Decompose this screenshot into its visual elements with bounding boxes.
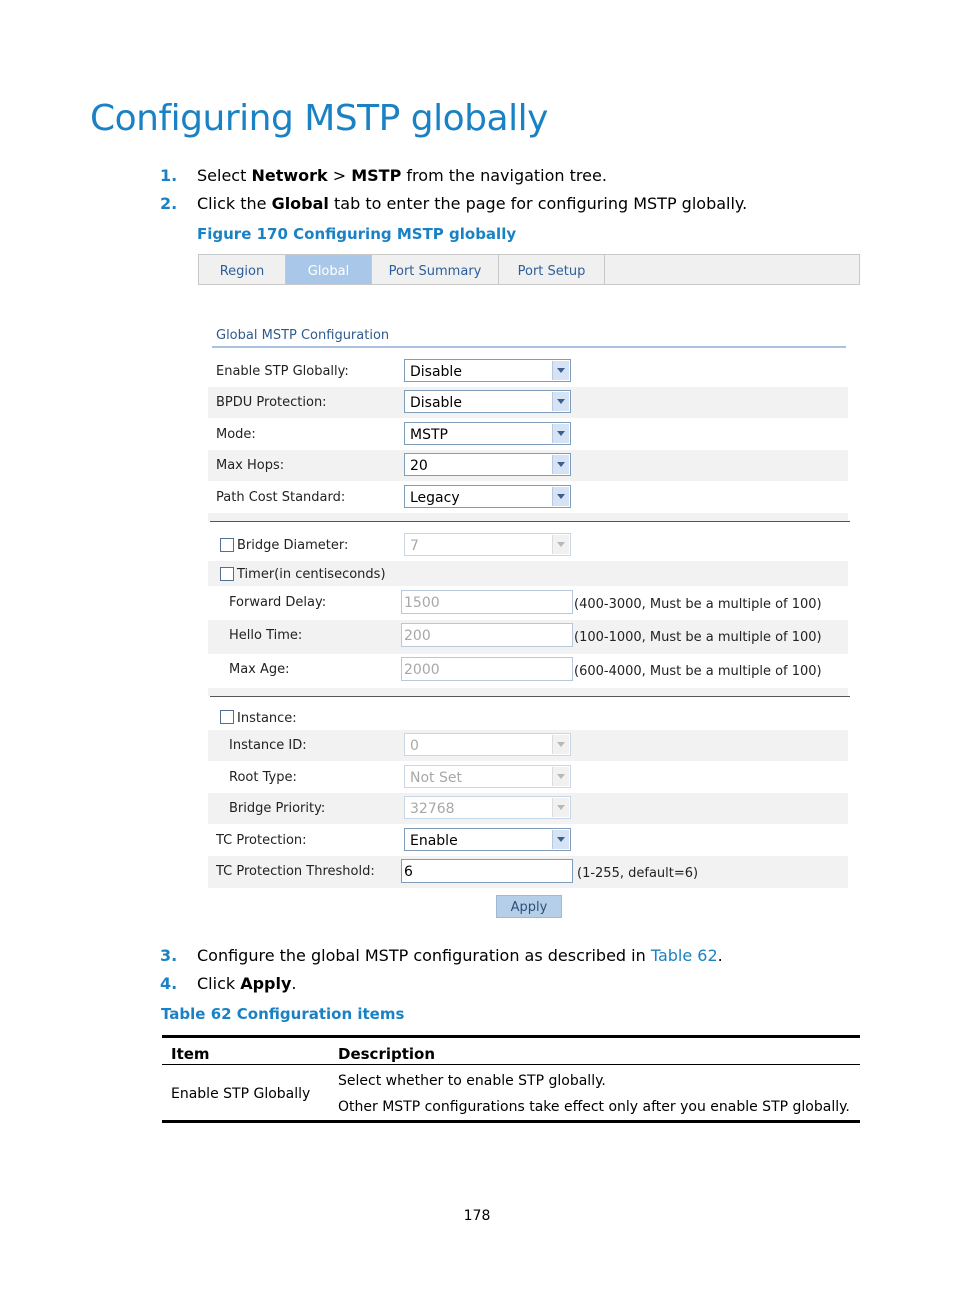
field-label: Instance:	[237, 711, 297, 726]
row-bridge-priority	[208, 793, 848, 824]
tab-global[interactable]: Global	[286, 255, 372, 284]
field-label: Max Hops:	[216, 458, 285, 473]
max-hops-select[interactable]	[404, 453, 571, 476]
chevron-down-icon	[552, 535, 569, 554]
table-rule	[162, 1120, 860, 1123]
table-cell-description: Select whether to enable STP globally.	[338, 1073, 606, 1089]
step-number: 4.	[160, 974, 178, 993]
row-spacer	[208, 688, 848, 696]
chevron-down-icon	[552, 424, 569, 443]
bridge-priority-select[interactable]	[404, 796, 571, 819]
step-text: >	[327, 166, 352, 185]
divider	[210, 696, 850, 697]
field-label: Forward Delay:	[229, 595, 327, 610]
bridge-diameter-checkbox[interactable]	[220, 538, 234, 552]
mstp-global-screenshot	[198, 254, 860, 924]
field-label: BPDU Protection:	[216, 395, 327, 410]
tab-port-summary[interactable]: Port Summary	[372, 255, 499, 284]
step-text: Click the	[197, 194, 272, 213]
figure-caption: Figure 170 Configuring MSTP globally	[197, 225, 517, 243]
field-label: Hello Time:	[229, 628, 303, 643]
input-value: 200	[404, 628, 431, 644]
row-tc-threshold	[208, 856, 848, 888]
instance-checkbox[interactable]	[220, 710, 234, 724]
tab-bar	[198, 254, 860, 285]
page-number: 178	[463, 1208, 491, 1224]
tc-threshold-input[interactable]	[401, 859, 573, 883]
field-label: Root Type:	[229, 770, 297, 785]
select-value: Enable	[410, 833, 458, 849]
row-max-age	[208, 654, 848, 685]
row-bridge-diameter	[208, 530, 848, 561]
table-header-item: Item	[171, 1045, 210, 1063]
step-text: Select	[197, 166, 252, 185]
max-age-input[interactable]	[401, 657, 573, 681]
page-title: Configuring MSTP globally	[90, 98, 548, 139]
step-bold-global: Global	[271, 194, 329, 213]
range-hint: (1-255, default=6)	[577, 866, 699, 881]
select-value: MSTP	[410, 427, 448, 443]
table-62-link[interactable]: Table 62	[650, 946, 718, 965]
root-type-select[interactable]	[404, 765, 571, 788]
chevron-down-icon	[552, 361, 569, 380]
row-hello-time	[208, 620, 848, 654]
table-header-description: Description	[338, 1045, 436, 1063]
tab-port-setup[interactable]: Port Setup	[499, 255, 605, 284]
row-tc-protection	[208, 825, 848, 856]
step-number: 2.	[160, 194, 178, 213]
field-label: Path Cost Standard:	[216, 490, 346, 505]
select-value: Legacy	[410, 490, 460, 506]
step-bold-network: Network	[251, 166, 328, 185]
hello-time-input[interactable]	[401, 623, 573, 647]
row-forward-delay	[208, 587, 848, 618]
field-label: Mode:	[216, 427, 256, 442]
range-hint: (600-4000, Must be a multiple of 100)	[574, 664, 822, 679]
field-label: Max Age:	[229, 662, 290, 677]
tab-region[interactable]: Region	[199, 255, 286, 284]
bpdu-protection-select[interactable]	[404, 390, 571, 413]
row-path-cost	[208, 482, 848, 513]
range-hint: (400-3000, Must be a multiple of 100)	[574, 597, 822, 612]
forward-delay-input[interactable]	[401, 590, 573, 614]
select-value: Disable	[410, 395, 462, 411]
path-cost-select[interactable]	[404, 485, 571, 508]
row-enable-stp	[208, 356, 848, 387]
step-bold-apply: Apply	[240, 974, 292, 993]
table-rule	[162, 1035, 860, 1038]
mode-select[interactable]	[404, 422, 571, 445]
select-value: Not Set	[410, 770, 462, 786]
chevron-down-icon	[552, 735, 569, 754]
instance-id-select[interactable]	[404, 733, 571, 756]
enable-stp-select[interactable]	[404, 359, 571, 382]
row-timer	[208, 561, 848, 586]
table-cell-description: Other MSTP configurations take effect only after you enable STP globally.	[338, 1099, 850, 1115]
step-bold-mstp: MSTP	[351, 166, 402, 185]
step-text: from the navigation tree.	[401, 166, 607, 185]
row-root-type	[208, 762, 848, 793]
table-caption: Table 62 Configuration items	[161, 1005, 405, 1023]
input-value: 1500	[404, 595, 440, 611]
field-label: Timer(in centiseconds)	[237, 567, 386, 582]
tc-protection-select[interactable]	[404, 828, 571, 851]
timer-checkbox[interactable]	[220, 567, 234, 581]
config-items-table	[162, 1035, 860, 1124]
step-number: 3.	[160, 946, 178, 965]
field-label: Bridge Diameter:	[237, 538, 349, 553]
chevron-down-icon	[552, 798, 569, 817]
row-instance-id	[208, 730, 848, 761]
table-cell-item: Enable STP Globally	[171, 1086, 311, 1102]
divider	[210, 521, 850, 522]
field-label: Enable STP Globally:	[216, 364, 349, 379]
step-text: tab to enter the page for configuring MSTP globally.	[328, 194, 748, 213]
select-value: 0	[410, 738, 419, 754]
select-value: Disable	[410, 364, 462, 380]
range-hint: (100-1000, Must be a multiple of 100)	[574, 630, 822, 645]
field-label: Bridge Priority:	[229, 801, 326, 816]
input-value: 6	[404, 864, 413, 880]
section-title: Global MSTP Configuration	[216, 328, 390, 343]
field-label: Instance ID:	[229, 738, 307, 753]
field-label: TC Protection Threshold:	[216, 864, 375, 879]
row-instance	[208, 704, 848, 730]
step-text: .	[291, 974, 297, 993]
chevron-down-icon	[552, 830, 569, 849]
select-value: 32768	[410, 801, 455, 817]
bridge-diameter-select[interactable]	[404, 533, 571, 556]
input-value: 2000	[404, 662, 440, 678]
table-rule	[162, 1064, 860, 1065]
step-text: Configure the global MSTP configuration as described in	[197, 946, 651, 965]
step-text: Click	[197, 974, 241, 993]
row-bpdu	[208, 387, 848, 418]
apply-button[interactable]: Apply	[496, 895, 562, 918]
chevron-down-icon	[552, 487, 569, 506]
chevron-down-icon	[552, 455, 569, 474]
step-text: .	[717, 946, 723, 965]
row-max-hops	[208, 450, 848, 481]
row-spacer	[208, 513, 848, 521]
step-number: 1.	[160, 166, 178, 185]
section-underline	[212, 346, 846, 348]
row-mode	[208, 419, 848, 450]
select-value: 7	[410, 538, 419, 554]
chevron-down-icon	[552, 392, 569, 411]
field-label: TC Protection:	[216, 833, 307, 848]
select-value: 20	[410, 458, 428, 474]
chevron-down-icon	[552, 767, 569, 786]
